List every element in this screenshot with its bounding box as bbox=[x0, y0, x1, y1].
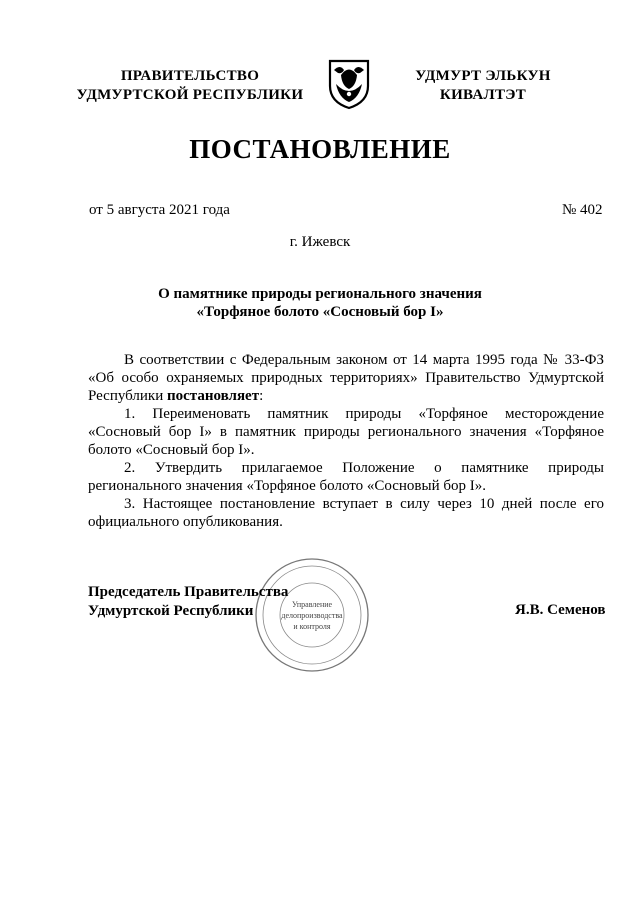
item-1: 1. Переименовать памятник природы «Торфяное месторождение «Сосновый бор I» в памятник природы регионального значения «Торфяное болото «Сосновый бор I». bbox=[88, 406, 604, 458]
signatory-position bbox=[88, 583, 288, 621]
signatory-name: Я.В. Семенов bbox=[515, 602, 606, 618]
signatory-position-line1: Председатель Правительства bbox=[88, 584, 289, 600]
government-name-udmurt-line2: КИВАЛТЭТ bbox=[439, 87, 527, 103]
government-name-line2: УДМУРТСКОЙ РЕСПУБЛИКИ bbox=[76, 87, 304, 103]
government-name-line1: ПРАВИТЕЛЬСТВО bbox=[120, 68, 260, 84]
government-name-udmurt bbox=[388, 67, 578, 105]
document-city: г. Ижевск bbox=[289, 234, 351, 250]
document-title bbox=[80, 285, 560, 321]
document-body bbox=[88, 351, 604, 531]
preamble-decree-word: постановляет bbox=[167, 388, 260, 404]
preamble-text: В соответствии с Федеральным законом от 14 марта 1995 года № 33-ФЗ «Об особо охраняемых природных территориях» Правительство Удмуртской Республики bbox=[88, 352, 604, 404]
document-number: № 402 bbox=[562, 202, 603, 218]
preamble-paragraph bbox=[88, 351, 604, 405]
coat-of-arms-icon bbox=[326, 58, 372, 110]
preamble-colon: : bbox=[259, 388, 264, 404]
document-title-line1: О памятнике природы регионального значения bbox=[158, 286, 482, 302]
document-title-line2: «Торфяное болото «Сосновый бор I» bbox=[196, 304, 444, 320]
document-date: от 5 августа 2021 года bbox=[89, 202, 230, 218]
government-name-russian bbox=[70, 67, 310, 105]
signatory-position-line2: Удмуртской Республики bbox=[88, 603, 254, 619]
stamp-line1: Управление bbox=[291, 600, 333, 609]
item-3: 3. Настоящее постановление вступает в силу через 10 дней после его официального опубликования. bbox=[88, 496, 604, 530]
document-type-heading: ПОСТАНОВЛЕНИЕ bbox=[189, 134, 451, 164]
stamp-line3: и контроля bbox=[293, 622, 331, 631]
stamp-line2: делопроизводства bbox=[281, 611, 343, 620]
item-2: 2. Утвердить прилагаемое Положение о памятнике природы регионального значения «Торфяное болото «Сосновый бор I». bbox=[88, 460, 604, 494]
government-name-udmurt-line1: УДМУРТ ЭЛЬКУН bbox=[415, 68, 551, 84]
